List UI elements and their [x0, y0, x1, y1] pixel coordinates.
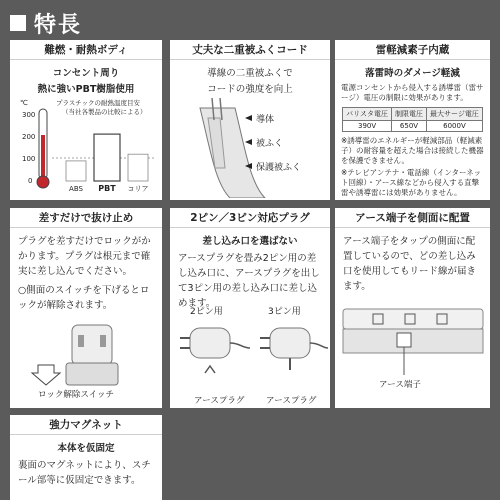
card-title: 強力マグネット	[10, 415, 162, 435]
surge-desc: 電源コンセントから侵入する誘導雷（雷サージ）電圧の制限に効果があります。	[341, 83, 484, 102]
lock-text2: ○側面のスイッチを下げるとロックが解除されます。	[18, 285, 150, 311]
surge-header-max: 最大サージ電圧	[427, 108, 483, 121]
surge-value-varistor: 390V	[343, 121, 392, 132]
surge-value-max: 6000V	[427, 121, 483, 132]
tap-top-icon	[343, 309, 483, 329]
lock-text1: プラグを差すだけでロックがかかります。プラグは根元まで確実に差し込んでください。	[18, 236, 151, 277]
down-arrow-icon	[32, 365, 60, 385]
feature-card-surge	[335, 40, 490, 200]
surge-header-limit: 制限電圧	[392, 108, 427, 121]
feature-card-double-cord	[170, 40, 330, 200]
cord-icon	[230, 343, 250, 348]
bar-コリア	[128, 154, 148, 181]
card-sub: 差し込み口を選ばない	[202, 236, 298, 247]
arrow-icon	[245, 115, 252, 121]
surge-table	[342, 107, 483, 132]
card-sub: 本体を仮固定	[57, 443, 115, 454]
lock-diagram	[10, 313, 162, 393]
earth-terminal-icon	[397, 333, 411, 347]
plug-diagram	[170, 318, 330, 388]
chart-note2: （当社各製品の比較による）	[62, 108, 147, 116]
earth-caption: アース端子	[379, 380, 421, 390]
card-title: アース端子を側面に配置	[335, 208, 490, 228]
feature-card-plug	[170, 208, 330, 408]
page-title: 特長	[34, 12, 83, 38]
arrow-icon	[245, 139, 252, 145]
chart-note1: プラスチックの耐熱温度目安	[56, 99, 140, 107]
y-tick-0: 0	[28, 177, 33, 185]
thermometer-bulb-icon	[37, 176, 49, 188]
magnet-text: 裏面のマグネットにより、スチール部等に仮固定できます。	[18, 460, 151, 486]
earth-lug-icon	[205, 366, 215, 373]
y-tick-100: 100	[22, 155, 36, 163]
earth-text: アース端子をタップの側面に配置しているので、どの差し込み口を使用してもリード線が届きます。	[343, 236, 477, 292]
cord-icon-2	[310, 343, 328, 348]
feature-card-magnet	[10, 415, 162, 500]
tap-side-icon	[343, 329, 483, 353]
card-title: 難燃・耐熱ボディ	[10, 40, 162, 60]
label-2pin: 2ピン用	[190, 307, 223, 317]
card-sub: 落雷時のダメージ軽減	[365, 68, 460, 79]
card-title: 雷軽減素子内蔵	[335, 40, 490, 60]
plug-caption-1: アースプラグ	[194, 396, 245, 406]
surge-header-varistor: バリスタ電圧	[343, 108, 392, 121]
card-sub1: 導線の二重被ふくで	[207, 68, 293, 79]
thermometer-mercury	[41, 135, 45, 179]
feature-card-earth	[335, 208, 490, 408]
feature-card-heat-resistant	[10, 40, 162, 200]
header-square-icon	[10, 15, 26, 31]
label-sheath: 保護被ふく	[256, 163, 302, 173]
surge-note1: ※誘導雷のエネルギーが軽減部品（軽減素子）の耐容量を超えた場合は接続した機器を保護できません。	[341, 136, 484, 165]
surge-note2: ※テレビアンテナ・電話線（インターネット回線）・アース線などから侵入する直撃雷や誘導雷には効果がありません。	[341, 168, 482, 197]
feature-card-lock	[10, 208, 162, 408]
plug-slot-icon	[78, 335, 84, 347]
plug-text: アースプラグを畳み2ピン用の差し込み口に、アースプラグを出して3ピン用の差し込み口に差し込めます。	[178, 253, 320, 309]
x-tick-copoly: コリア	[127, 185, 149, 193]
plug-slot-icon-2	[100, 335, 106, 347]
tap-body-icon	[66, 363, 118, 385]
y-tick-300: 300	[22, 111, 36, 119]
card-title: 差すだけで抜け止め	[10, 208, 162, 228]
label-conductor: 導体	[256, 115, 275, 125]
x-tick-pbt: PBT	[98, 184, 116, 193]
card-title: 丈夫な二重被ふくコード	[170, 40, 330, 60]
surge-value-limit: 650V	[392, 121, 427, 132]
card-sub2: コードの強度を向上	[207, 84, 293, 95]
heat-chart	[10, 95, 162, 195]
bar-PBT	[94, 134, 120, 181]
label-insulation: 被ふく	[256, 139, 284, 149]
y-tick-200: 200	[22, 133, 36, 141]
lock-caption: ロック解除スイッチ	[38, 390, 114, 400]
chart-unit: ℃	[20, 99, 28, 107]
plug-2pin-icon	[190, 328, 230, 358]
card-sub2: 熱に強いPBT樹脂使用	[37, 84, 135, 95]
page-header	[10, 8, 82, 38]
label-3pin: 3ピン用	[268, 307, 301, 317]
bar-ABS	[66, 161, 86, 181]
plug-caption-2: アースプラグ	[266, 396, 317, 406]
card-title: 2ピン／3ピン対応プラグ	[170, 208, 330, 228]
x-tick-abs: ABS	[69, 185, 83, 193]
plug-3pin-icon	[270, 328, 310, 358]
cord-diagram	[170, 88, 330, 198]
card-sub1: コンセント周り	[52, 68, 120, 79]
